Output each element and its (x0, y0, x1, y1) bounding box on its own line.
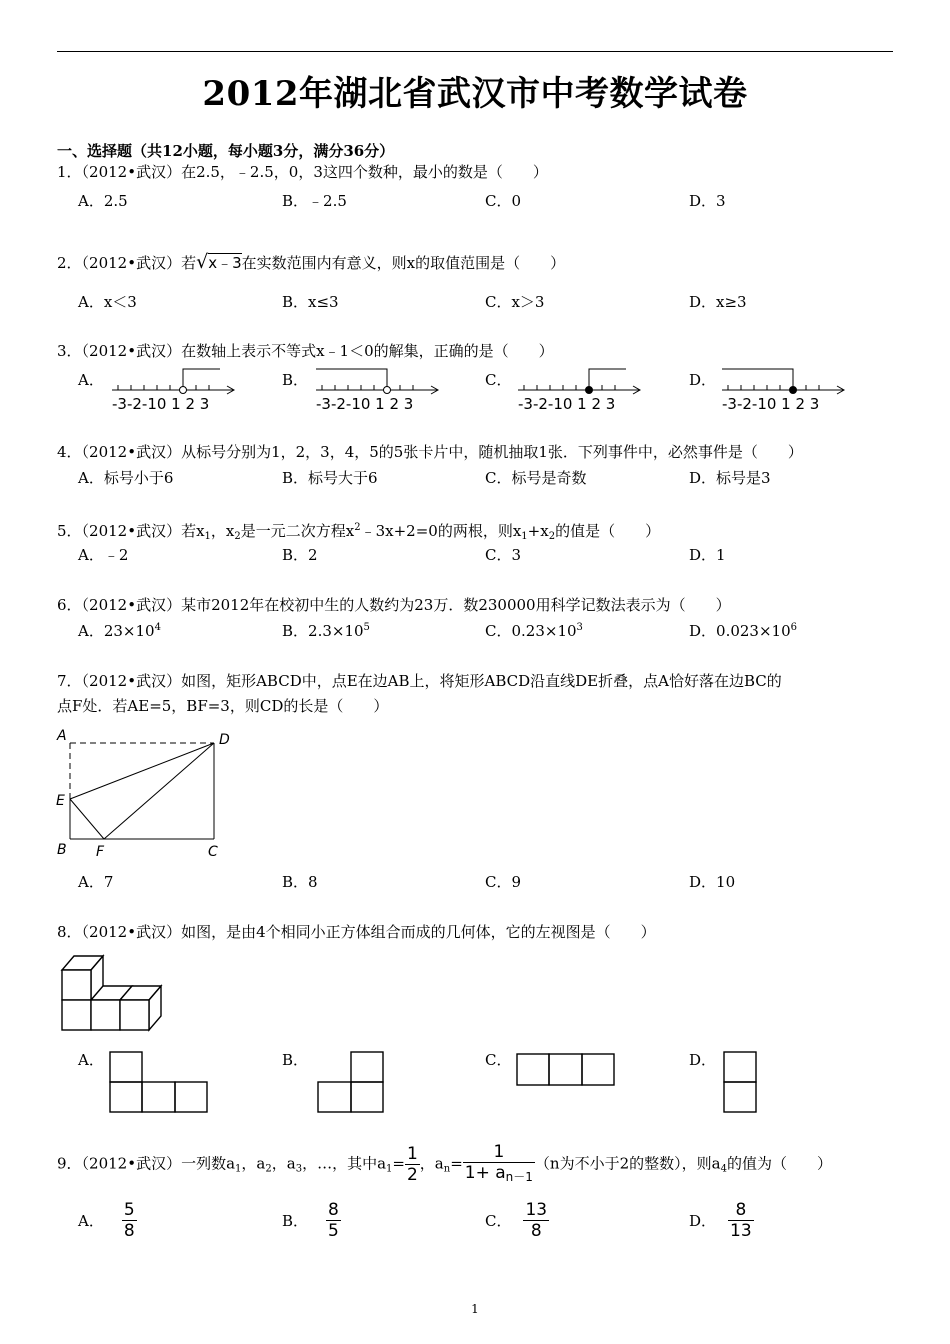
q6-option-d: D．$0.023\times 10^6$ (689, 622, 797, 640)
view-option-d (722, 1050, 760, 1114)
question-7: 7．（2012•武汉）如图，矩形ABCD中，点E在边AB上，将矩形ABCD沿直线DE折叠，点A恰好落在边BC的 (57, 672, 782, 690)
q4-option-d: D．标号是3 (689, 469, 771, 487)
q9-option-a: A． $\frac{5}{8}$ (78, 1200, 135, 1241)
q9-option-d: D． $\frac{8}{13}$ (689, 1200, 752, 1241)
q2-option-c: C．x＞3 (485, 293, 545, 311)
q3-option-a: A． (78, 371, 104, 389)
fraction-an: $\frac{1}{1+ a_{n-1}}$ (464, 1142, 533, 1184)
q3-option-b: B． (282, 371, 309, 389)
q1-option-c: C．0 (485, 192, 522, 210)
rectangle-fold-figure (54, 727, 234, 863)
view-option-a (108, 1050, 210, 1114)
number-line-b (310, 365, 442, 413)
q5-option-a: A．﹣2 (78, 546, 129, 564)
q4-option-b: B．标号大于6 (282, 469, 378, 487)
svg-text:A: A (57, 728, 67, 744)
q7-option-a: A．7 (78, 873, 114, 891)
svg-text:-3-2-10 1 2 3: -3-2-10 1 2 3 (518, 395, 616, 413)
q2-option-d: D．x≥3 (689, 293, 747, 311)
svg-text:-3-2-10 1 2 3: -3-2-10 1 2 3 (722, 395, 820, 413)
number-line-c (512, 365, 644, 413)
q2-option-b: B．x≤3 (282, 293, 339, 311)
number-line-a (106, 365, 238, 413)
q8-option-b: B． (282, 1051, 309, 1069)
svg-text:F: F (96, 844, 105, 860)
q1-option-b: B．﹣2.5 (282, 192, 347, 210)
q7-option-c: C．9 (485, 873, 522, 891)
page-number: 1 (471, 1302, 479, 1316)
q3-option-c: C． (485, 371, 512, 389)
q6-option-c: C．$0.23\times 10^3$ (485, 622, 583, 640)
q6-option-b: B．$2.3\times 10^5$ (282, 622, 370, 640)
q9-option-c: C． $\frac{13}{8}$ (485, 1200, 548, 1241)
question-6: 6．（2012•武汉）某市2012年在校初中生的人数约为23万．数230000用科学记数法表示为（ ） (57, 596, 731, 614)
q8-option-a: A． (78, 1051, 104, 1069)
q4-option-c: C．标号是奇数 (485, 469, 587, 487)
question-3: 3．（2012•武汉）在数轴上表示不等式x﹣1＜0的解集，正确的是（ ） (57, 342, 554, 360)
q6-option-a: A．$23\times 10^4$ (78, 622, 161, 640)
q8-option-d: D． (689, 1051, 717, 1069)
q5-option-d: D．1 (689, 546, 726, 564)
view-option-c (515, 1052, 617, 1088)
question-8: 8．（2012•武汉）如图，是由4个相同小正方体组合而成的几何体，它的左视图是（ ） (57, 923, 656, 941)
q1-option-a: A．2.5 (78, 192, 128, 210)
q4-option-a: A．标号小于6 (78, 469, 174, 487)
section-heading: 一、选择题（共12小题，每小题3分，满分36分） (57, 142, 395, 160)
q7-option-b: B．8 (282, 873, 318, 891)
question-1: 1．（2012•武汉）在2.5，﹣2.5，0，3这四个数种，最小的数是（ ） (57, 163, 548, 181)
svg-text:-3-2-10 1 2 3: -3-2-10 1 2 3 (112, 395, 210, 413)
q3-option-d: D． (689, 371, 717, 389)
view-option-b (316, 1050, 386, 1114)
top-rule (57, 51, 893, 52)
question-2: 2．（2012•武汉）若√x﹣3在实数范围内有意义，则x的取值范围是（ ） (57, 251, 566, 273)
svg-text:D: D (219, 732, 230, 748)
svg-text:-3-2-10 1 2 3: -3-2-10 1 2 3 (316, 395, 414, 413)
q9-option-b: B． $\frac{8}{5}$ (282, 1200, 339, 1241)
svg-text:C: C (208, 844, 218, 860)
question-5: 5．（2012•武汉）若$x_1$，$x_2$是一元二次方程$x^2﹣3x+2=0$的两根，则$x_1+x_2$的值是（ ） (57, 522, 661, 542)
q8-option-c: C． (485, 1051, 512, 1069)
question-7-line2: 点F处．若AE=5，BF=3，则CD的长是（ ） (57, 697, 389, 715)
q5-option-b: B．2 (282, 546, 318, 564)
question-9: 9．（2012•武汉）一列数$a_1$，$a_2$，$a_3$，…，其中$a_1=$ $\frac{1}{2}$ ，$a_n=$ $\frac{1}{1+ a_{n-1}}$ （n为不小于2的整数），则$a_4$的值为（ ） (57, 1142, 832, 1185)
question-4: 4．（2012•武汉）从标号分别为1，2，3，4，5的5张卡片中，随机抽取1张．下列事件中，必然事件是（ ） (57, 443, 803, 461)
q2-option-a: A．x＜3 (78, 293, 137, 311)
svg-text:E: E (56, 793, 65, 809)
q1-option-d: D．3 (689, 192, 726, 210)
svg-text:B: B (57, 842, 67, 858)
fraction-a1: $\frac{1}{2}$ (406, 1144, 418, 1185)
q5-option-c: C．3 (485, 546, 522, 564)
sqrt-expression: √x﹣3 (196, 251, 242, 273)
cube-solid-figure (58, 952, 168, 1034)
number-line-d (716, 365, 848, 413)
q7-option-d: D．10 (689, 873, 736, 891)
page-title: 2012年湖北省武汉市中考数学试卷 (202, 74, 748, 114)
